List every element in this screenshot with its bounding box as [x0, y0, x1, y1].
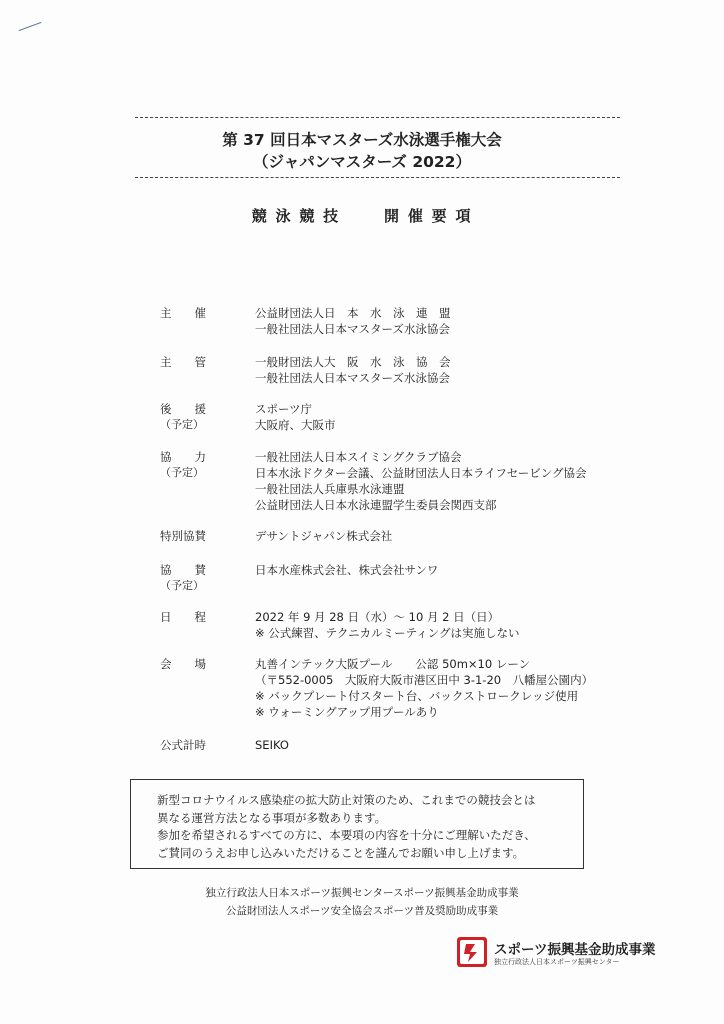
section-sublabel: （予定） — [160, 579, 204, 592]
notice-line: 新型コロナウイルス感染症の拡大防止対策のため、これまでの競技会とは — [157, 793, 536, 807]
covid-notice-box — [130, 779, 584, 869]
section-value: ※ バックプレート付スタート台、バックストロークレッジ使用 — [255, 689, 579, 703]
section-value: 日本水泳ドクター会議、公益財団法人日本ライフセービング協会 — [255, 466, 587, 480]
scan-mark — [19, 22, 42, 31]
section-sublabel: （予定） — [160, 466, 204, 479]
section-value: 一般社団法人日本マスターズ水泳協会 — [255, 322, 450, 336]
section-value: ※ ウォーミングアップ用プールあり — [255, 705, 439, 719]
logo-sub-text: 独立行政法人日本スポーツ振興センター — [494, 958, 620, 966]
section-sublabel: （予定） — [160, 418, 204, 431]
section-label: 後 援 — [160, 402, 206, 416]
section-label: 特別協賛 — [160, 529, 206, 543]
logo-main-text: スポーツ振興基金助成事業 — [494, 942, 656, 958]
section-value: 公益財団法人日本水泳連盟学生委員会関西支部 — [255, 498, 497, 512]
section-value: 一般社団法人兵庫県水泳連盟 — [255, 482, 405, 496]
section-value: （〒552-0005 大阪府大阪市港区田中 3-1-20 八幡屋公園内） — [255, 673, 594, 687]
funding-line-1: 独立行政法人日本スポーツ振興センタースポーツ振興基金助成事業 — [205, 887, 519, 899]
document-title-left: 競 泳 競 技 — [251, 207, 340, 225]
section-value: SEIKO — [255, 738, 289, 752]
document-title — [0, 205, 724, 226]
bottom-dashed-rule — [135, 177, 620, 178]
section-label: 主 管 — [160, 355, 206, 369]
section-value: 2022 年 9 月 28 日（水）～ 10 月 2 日（日） — [255, 610, 500, 624]
sports-fund-logo-icon — [456, 936, 488, 968]
section-label: 会 場 — [160, 657, 206, 671]
section-label: 協 力 — [160, 450, 206, 464]
section-label: 協 賛 — [160, 563, 206, 577]
section-value: スポーツ庁 — [255, 402, 313, 416]
section-value: ※ 公式練習、テクニカルミーティングは実施しない — [255, 626, 520, 640]
section-value: 丸善インテック大阪プール 公認 50m×10 レーン — [255, 657, 531, 671]
notice-line: ご賛同のうえお申し込みいただけることを謹んでお願い申し上げます。 — [157, 845, 525, 860]
section-label: 主 催 — [160, 306, 206, 320]
notice-line: 参加を希望されるすべての方に、本要項の内容を十分にご理解いただき、 — [157, 828, 536, 842]
document-title-right: 開 催 要 項 — [384, 207, 473, 225]
sports-promotion-logo — [456, 936, 656, 972]
section-value: 一般社団法人日本スイミングクラブ協会 — [255, 450, 462, 464]
notice-line: 異なる運営方法となる事項が多数あります。 — [157, 810, 387, 825]
section-value: 一般社団法人日本マスターズ水泳協会 — [255, 371, 450, 385]
section-value: デサントジャパン株式会社 — [255, 529, 393, 543]
event-subtitle: （ジャパンマスターズ 2022） — [253, 153, 471, 171]
section-value: 一般財団法人大 阪 水 泳 協 会 — [255, 355, 451, 369]
section-value: 日本水産株式会社、株式会社サンワ — [255, 563, 439, 577]
funding-line-2: 公益財団法人スポーツ安全協会スポーツ普及奨励助成事業 — [225, 905, 499, 917]
section-label: 公式計時 — [160, 738, 206, 752]
section-value: 大阪府、大阪市 — [255, 418, 336, 432]
top-dashed-rule — [135, 117, 620, 118]
section-value: 公益財団法人日 本 水 泳 連 盟 — [255, 306, 451, 320]
event-title: 第 37 回日本マスターズ水泳選手権大会 — [222, 131, 502, 149]
section-label: 日 程 — [160, 610, 206, 624]
